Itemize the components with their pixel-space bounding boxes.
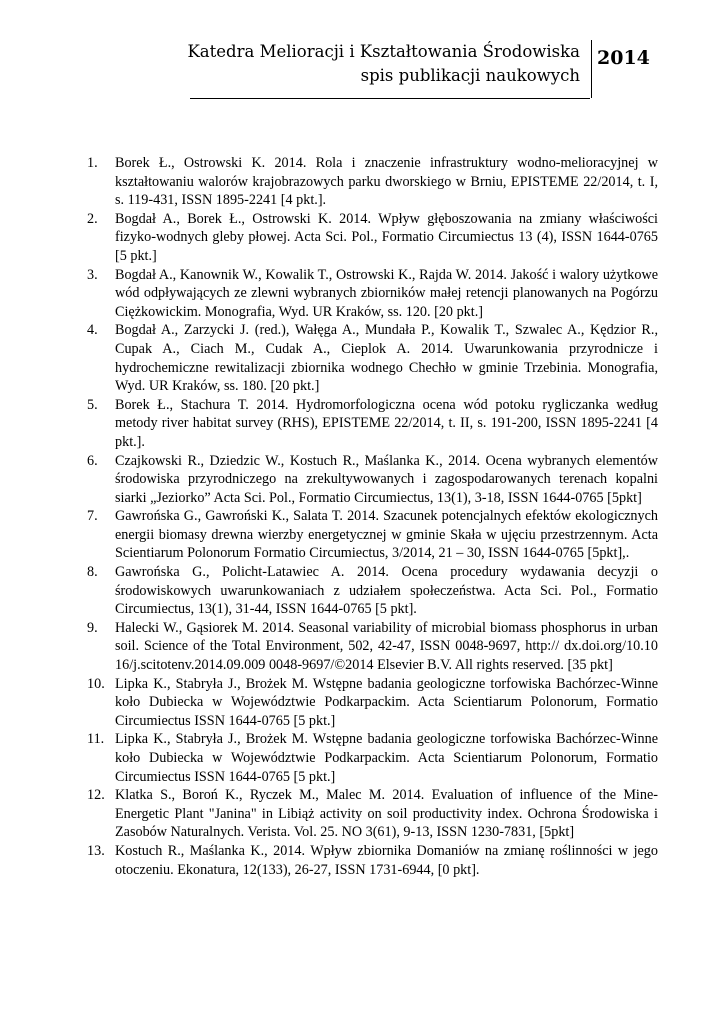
publication-text: Lipka K., Stabryła J., Brożek M. Wstępne badania geologiczne torfowiska Bachórzec-Winne koło Dubiecka w Województwie Podkarpackim. Acta Scientiarum Polonorum, Formatio Circumiectus ISSN 1644-0765 [5 pkt.] xyxy=(115,675,658,729)
publication-item xyxy=(87,154,658,210)
publication-number: 7. xyxy=(87,508,98,525)
publication-item xyxy=(87,396,658,452)
publication-item xyxy=(87,786,658,842)
publication-text: Gawrońska G., Policht-Latawiec A. 2014. Ocena procedury wydawania decyzji o środowiskowych uwarunkowaniach z udziałem społeczeństwa. Acta Sci. Pol., Formatio Circumiectus, 13(1), 31-44, ISSN 1644-0765 [5 pkt]. xyxy=(115,564,658,618)
publication-text: Klatka S., Boroń K., Ryczek M., Malec M. 2014. Evaluation of influence of the Mine-Energetic Plant "Janina" in Libiąż activity on soil productivity index. Ochrona Środowiska i Zasobów Naturalnych. Verista. Vol. 25. NO 3(61), 9-13, ISSN 1230-7831, [5pkt] xyxy=(115,787,658,841)
publication-number: 6. xyxy=(87,452,98,469)
publication-number: 3. xyxy=(87,266,98,283)
publication-text: Gawrońska G., Gawroński K., Salata T. 2014. Szacunek potencjalnych efektów ekologicznych energii biomasy drewna wierzby energetycznej w gminie Skała w ujęciu przestrzennym. Acta Scientiarum Polonorum Formatio Circumiectus, 3/2014, 21 – 30, ISSN 1644-0765 [5pkt],. xyxy=(115,508,658,562)
publication-text: Bogdał A., Borek Ł., Ostrowski K. 2014. Wpływ głęboszowania na zmiany właściwości fizyko-wodnych gleby płowej. Acta Sci. Pol., Formatio Circumiectus 13 (4), ISSN 1644-0765 [5 pkt.] xyxy=(115,210,658,264)
publication-text: Bogdał A., Kanownik W., Kowalik T., Ostrowski K., Rajda W. 2014. Jakość i walory użytkowe wód odpływających ze zlewni wybranych zbiorników małej retencji planowanych na Pogórzu Ciężkowickim. Monografia, Wyd. UR Kraków, ss. 120. [20 pkt.] xyxy=(115,266,658,320)
publication-text: Halecki W., Gąsiorek M. 2014. Seasonal variability of microbial biomass phosphorus in urban soil. Science of the Total Environment, 502, 42-47, ISSN 0048-9697, http:// dx.doi.org/10.10 16/j.scitotenv.2014.09.009 0048-9697/©2014 Elsevier B.V. All rights reserved. [35 pkt] xyxy=(115,619,658,674)
publication-number: 5. xyxy=(87,396,98,413)
publication-number: 12. xyxy=(87,787,105,804)
publication-item xyxy=(87,563,658,619)
publication-item xyxy=(87,619,658,675)
publication-number: 4. xyxy=(87,322,98,339)
header-rule xyxy=(190,98,590,99)
publication-text: Kostuch R., Maślanka K., 2014. Wpływ zbiornika Domaniów na zmianę roślinności w jego otoczeniu. Ekonatura, 12(133), 26-27, ISSN 1731-6944, [0 pkt]. xyxy=(115,842,658,878)
header-title xyxy=(187,40,580,88)
publication-number: 8. xyxy=(87,564,98,581)
publication-number: 9. xyxy=(87,619,98,636)
publication-text: Lipka K., Stabryła J., Brożek M. Wstępne badania geologiczne torfowiska Bachórzec-Winne koło Dubiecka w Województwie Podkarpackim. Acta Scientiarum Polonorum, Formatio Circumiectus ISSN 1644-0765 [5 pkt.] xyxy=(115,731,658,785)
header-department: Katedra Melioracji i Kształtowania Środowiska xyxy=(187,42,580,61)
publication-number: 1. xyxy=(87,155,98,171)
publication-text: Borek Ł., Ostrowski K. 2014. Rola i znaczenie infrastruktury wodno-melioracyjnej w kształtowaniu walorów krajobrazowych parku dworskiego w Brniu, EPISTEME 22/2014, t. I, s. 119-431, ISSN 1895-2241 [4 pkt.]. xyxy=(115,155,658,209)
publication-item xyxy=(87,842,658,879)
publication-item xyxy=(87,507,658,563)
publication-item xyxy=(87,210,658,266)
header-year: 2014 xyxy=(597,47,650,69)
publication-number: 2. xyxy=(87,210,98,227)
publication-number: 10. xyxy=(87,675,105,692)
header-vertical-divider xyxy=(591,40,592,98)
publication-text: Bogdał A., Zarzycki J. (red.), Wałęga A., Mundała P., Kowalik T., Szwalec A., Kędzior R., Cupak A., Ciach M., Cudak A., Cieplok A. 2014. Uwarunkowania przyrodnicze i hydrochemiczne rewitalizacji zbiornika wodnego Chechło w gminie Trzebinia. Monografia, Wyd. UR Kraków, ss. 180. [20 pkt.] xyxy=(115,322,658,395)
publication-text: Borek Ł., Stachura T. 2014. Hydromorfologiczna ocena wód potoku rygliczanka według metody river habitat survey (RHS), EPISTEME 22/2014, t. II, s. 191-200, ISSN 1895-2241 [4 pkt.]. xyxy=(115,396,658,450)
page-header xyxy=(187,40,660,100)
publication-item xyxy=(87,452,658,508)
publication-item xyxy=(87,266,658,322)
publication-number: 13. xyxy=(87,842,105,859)
publication-list xyxy=(87,154,658,879)
publication-item xyxy=(87,321,658,395)
publication-number: 11. xyxy=(87,731,105,748)
publication-item xyxy=(87,730,658,786)
publication-item xyxy=(87,675,658,731)
header-subtitle: spis publikacji naukowych xyxy=(360,66,580,85)
publication-text: Czajkowski R., Dziedzic W., Kostuch R., Maślanka K., 2014. Ocena wybranych elementów środowiska przyrodniczego na zrekultywowanych i zagospodarowanych terenach kopalni siarki „Jeziorko” Acta Sci. Pol., Formatio Circumiectus, 13(1), 3-18, ISSN 1644-0765 [5pkt] xyxy=(115,452,658,506)
